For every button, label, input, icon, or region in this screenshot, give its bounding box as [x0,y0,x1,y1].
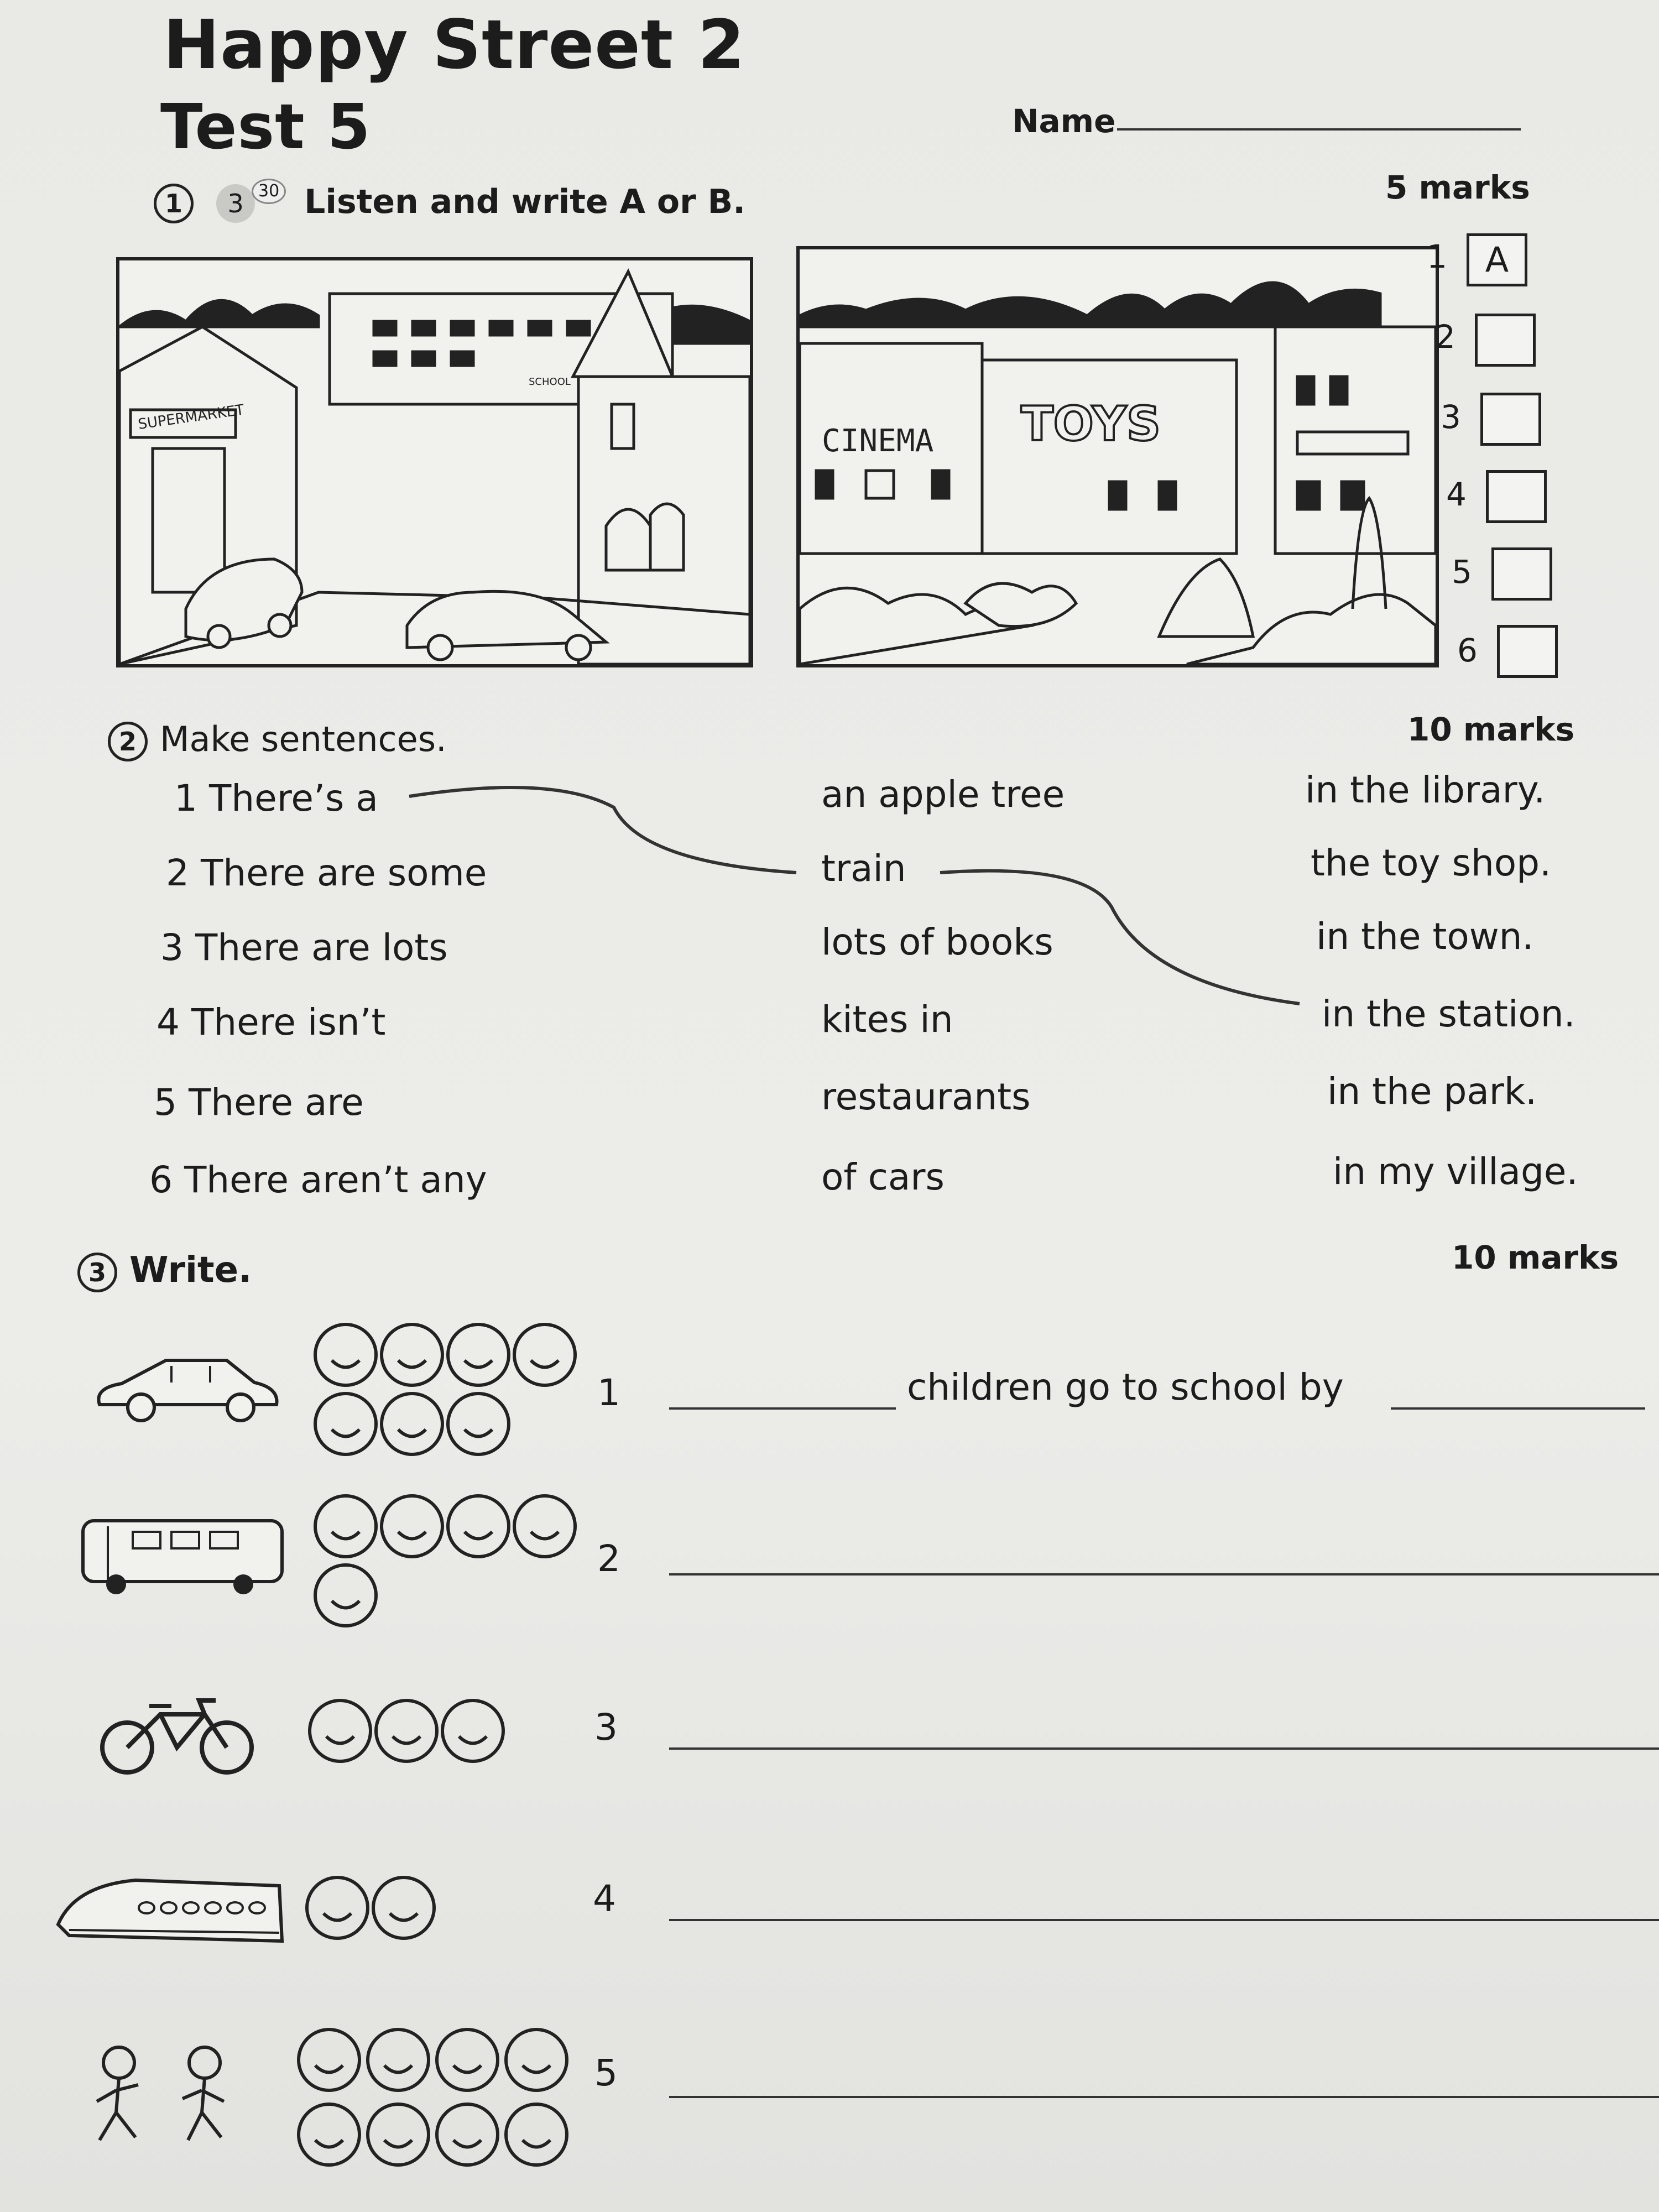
sentence-middle: lots of books [821,921,1053,963]
bus-icon [77,1515,288,1598]
smiley-faces-2 [301,1869,445,1947]
train-icon [53,1869,290,1952]
track-number: 30 [252,179,286,204]
match-line [409,787,796,873]
section3-instruction: Write. [129,1250,252,1291]
sentence-end: in the station. [1322,993,1575,1035]
row-number: 2 [597,1537,620,1580]
sentence-end: in my village. [1333,1150,1578,1193]
row-number: 1 [597,1371,620,1414]
smiley-faces-7 [310,1316,586,1460]
row-number: 3 [594,1706,618,1749]
section-number: 1 [154,184,194,223]
answer-box-1[interactable]: A [1467,233,1527,286]
school-sign: SCHOOL [529,376,571,388]
sentence-start: 4 There isn’t [156,1001,386,1044]
answer-blank-5[interactable] [669,2096,1659,2098]
sentence-end: the toy shop. [1311,842,1552,884]
sentence-start: 1 There’s a [174,777,378,820]
toys-sign: TOYS [1021,397,1161,452]
sentence-start: 2 There are some [166,852,487,894]
section1-instruction: Listen and write A or B. [304,182,746,221]
sentence-end: in the library. [1305,769,1546,811]
supermarket-sign: SUPERMARKET [137,401,246,433]
sentence-middle: train [821,847,906,890]
answer-number: 3 [1441,398,1461,436]
bike-icon [94,1692,260,1781]
answer-blank-4[interactable] [669,1919,1659,1921]
answer-number: 1 [1427,238,1447,275]
sentence-start: 6 There aren’t any [149,1159,487,1201]
sentence-middle: kites in [821,998,953,1041]
sentence-start: 3 There are lots [160,926,448,969]
section3-marks: 10 marks [1452,1239,1619,1276]
test-title: Test 5 [160,91,371,163]
book-title: Happy Street 2 [163,6,745,84]
answer-blank-1b[interactable] [1391,1407,1645,1410]
section-number: 2 [108,722,148,761]
sentence-middle: an apple tree [821,773,1065,816]
sentence-start: 5 There are [154,1081,364,1124]
car-icon [88,1349,288,1432]
answer-number: 6 [1457,632,1478,669]
answer-blank-1a[interactable] [669,1407,896,1410]
sentence-end: in the town. [1316,915,1534,958]
match-line [940,871,1300,1004]
name-label: Name [1012,102,1116,140]
sentence-middle: restaurants [821,1076,1031,1118]
section2-marks: 10 marks [1407,711,1575,748]
smiley-faces-3 [304,1692,514,1770]
section1-marks: 5 marks [1385,169,1530,206]
row-number: 4 [593,1877,616,1920]
answer-number: 4 [1446,476,1467,513]
write-prompt: children go to school by [907,1366,1344,1408]
cinema-sign: CINEMA [822,423,934,459]
smiley-faces-8 [293,2021,581,2176]
sentence-middle: of cars [821,1156,945,1198]
section3-heading [77,1250,252,1292]
answer-blank-2[interactable] [669,1573,1659,1575]
answer-number: 2 [1435,318,1455,356]
row-number: 5 [594,2052,618,2094]
sentence-end: in the park. [1327,1070,1537,1113]
smiley-faces-5 [310,1488,586,1631]
section-number: 3 [77,1253,117,1292]
cd-number: 3 [216,184,255,223]
section2-instruction: Make sentences. [160,719,447,759]
answer-number: 5 [1452,553,1472,591]
answer-blank-3[interactable] [669,1747,1659,1750]
walking-children-icon [83,2041,243,2151]
